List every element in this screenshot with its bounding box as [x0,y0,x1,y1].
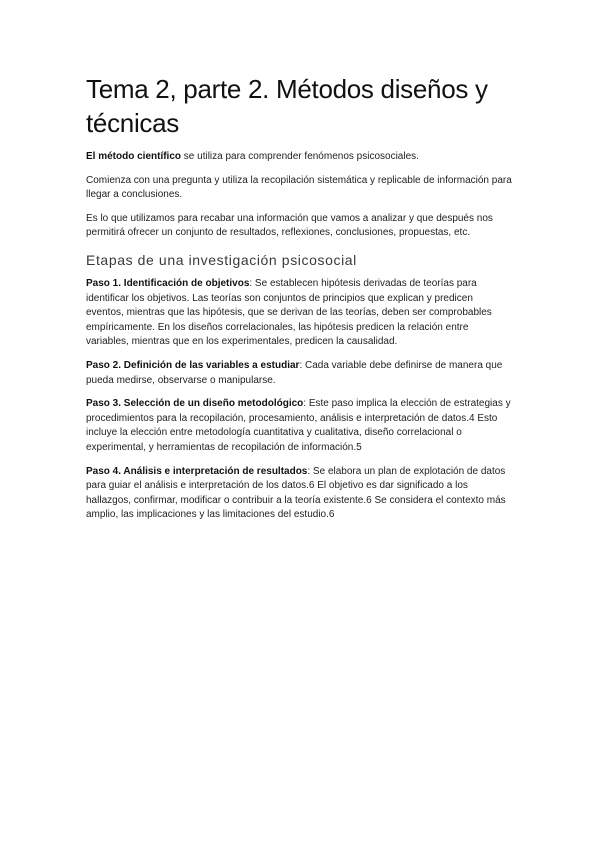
step-text: : Cada variable debe definirse de manera que pueda medirse, observarse o manipularse. [86,359,503,386]
step-paragraph-3 [86,397,513,455]
step-text: : Este paso implica la elección de estrategias y procedimientos para la recopilación, procesamiento, análisis e interpretación de datos.4 Esto incluye la elección entre metodología cuantitativa y cualitativa, diseño correlacional o experimental, y herramientas de recopilación de información.5 [86,398,511,453]
step-text: : Se elabora un plan de explotación de datos para guiar el análisis e interpretación de los datos.6 El objetivo es dar significado a los hallazgos, confirmar, modificar o contribuir a la teoría existente.6 Se considera el contexto más amplio, las implicaciones y las limitaciones del estudio.6 [86,465,506,521]
step-paragraph-4 [86,465,513,523]
page-title: Tema 2, parte 2. Métodos diseños y técnicas [86,74,488,138]
intro-paragraph-2: Comienza con una pregunta y utiliza la recopilación sistemática y replicable de información para llegar a conclusiones. [86,174,512,201]
intro-term: El método científico [86,151,182,162]
step-paragraph-1 [86,277,513,350]
intro-paragraph-1 [86,150,513,165]
step-label: Paso 4. Análisis e interpretación de resultados [86,465,308,477]
section-heading: Etapas de una investigación psicosocial [86,251,357,268]
step-label: Paso 1. Identificación de objetivos [86,277,250,289]
intro-text: se utiliza para comprender fenómenos psicosociales. [181,151,419,162]
step-label: Paso 3. Selección de un diseño metodológico [86,398,304,410]
step-paragraph-2 [86,359,513,388]
step-label: Paso 2. Definición de las variables a estudiar [86,359,300,371]
step-text: : Se establecen hipótesis derivadas de teorías para identificar los objetivos. Las teorías son conjuntos de principios que explican y predicen eventos, mientras que las hipótesis, que se derivan de las teorías, deben ser comprobables empíricamente. En los diseños correlacionales, las hipótesis predicen la relación entre variables, mientras que en los experimentales, predicen la causalidad. [86,277,492,348]
intro-paragraph-3: Es lo que utilizamos para recabar una información que vamos a analizar y que después nos permitirá ofrecer un conjunto de resultados, reflexiones, conclusiones, propuestas, etc. [86,212,493,239]
